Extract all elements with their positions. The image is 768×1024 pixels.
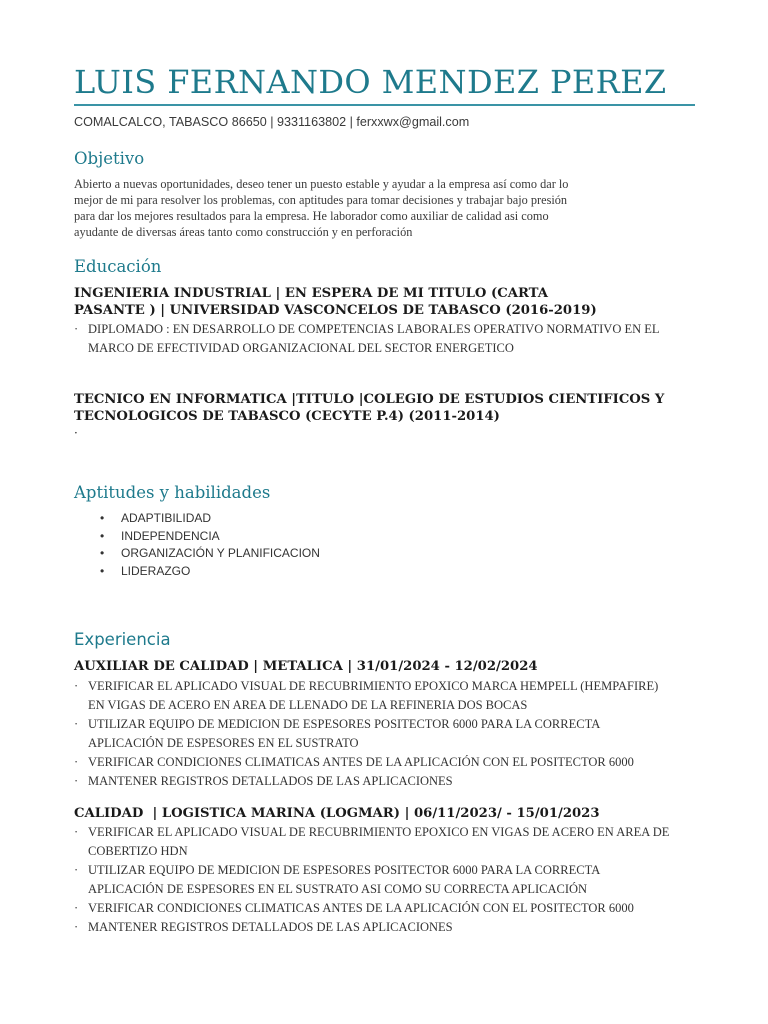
- header-divider: [74, 104, 695, 106]
- bullet-glyph: ·: [74, 322, 79, 336]
- bullet-glyph: ·: [74, 825, 79, 839]
- bullet-glyph: ·: [74, 755, 79, 769]
- list-item-line: MANTENER REGISTROS DETALLADOS DE LAS APLICACIONES: [88, 774, 453, 788]
- job-heading: [74, 805, 696, 822]
- education-heading: [74, 391, 696, 425]
- list-item: [100, 510, 320, 528]
- skill-label: LIDERAZGO: [121, 563, 191, 578]
- list-item: [100, 545, 320, 563]
- job-heading-line: CALIDAD | LOGISTICA MARINA (LOGMAR) | 06/11/2023/ - 15/01/2023: [74, 806, 600, 821]
- job-heading: [74, 658, 696, 675]
- list-item-line: UTILIZAR EQUIPO DE MEDICION DE ESPESORES POSITECTOR 6000 PARA LA CORRECTA: [88, 863, 601, 877]
- list-item-line: VERIFICAR CONDICIONES CLIMATICAS ANTES DE LA APLICACIÓN CON EL POSITECTOR 6000: [88, 755, 634, 769]
- list-item-line: COBERTIZO HDN: [88, 844, 188, 858]
- job-heading-line: AUXILIAR DE CALIDAD | METALICA | 31/01/2024 - 12/02/2024: [74, 659, 538, 674]
- skills-list: [100, 510, 320, 580]
- list-item: [100, 563, 320, 581]
- candidate-name: LUIS FERNANDO MENDEZ PEREZ: [74, 63, 667, 101]
- education-heading-line: TECNOLOGICOS DE TABASCO (CECYTE P.4) (2011-2014): [74, 409, 500, 424]
- bullet-glyph: •: [100, 563, 105, 578]
- section-title-aptitudes: Aptitudes y habilidades: [74, 483, 271, 502]
- contact-line: COMALCALCO, TABASCO 86650 | 9331163802 | ferxxwx@gmail.com: [74, 115, 470, 129]
- education-bullets: [74, 320, 696, 358]
- bullet-glyph: ·: [74, 679, 79, 693]
- list-item: [74, 772, 696, 791]
- objetivo-line: para dar los mejores resultados para la empresa. He laborador como auxiliar de calidad asi como: [74, 209, 549, 223]
- list-item-line: APLICACIÓN DE ESPESORES EN EL SUSTRATO ASI COMO SU CORRECTA APLICACIÓN: [88, 882, 588, 896]
- job-bullets: [74, 677, 696, 791]
- list-item-line: VERIFICAR EL APLICADO VISUAL DE RECUBRIMIENTO EPOXICO MARCA HEMPELL (HEMPAFIRE): [88, 679, 659, 693]
- section-title-objetivo: Objetivo: [74, 149, 145, 168]
- list-item-line: MANTENER REGISTROS DETALLADOS DE LAS APLICACIONES: [88, 920, 453, 934]
- job-bullets: [74, 823, 696, 937]
- list-item-line: MARCO DE EFECTIVIDAD ORGANIZACIONAL DEL SECTOR ENERGETICO: [88, 341, 514, 355]
- list-item: [74, 320, 696, 358]
- skill-label: ORGANIZACIÓN Y PLANIFICACION: [121, 546, 320, 560]
- objetivo-line: mejor de mi para resolver los problemas, con aptitudes para tomar decisiones y trabajar bajo presión: [74, 193, 568, 207]
- objetivo-line: ayudante de diversas áreas tanto como construcción y en perforación: [74, 225, 413, 239]
- education-heading-line: PASANTE ) | UNIVERSIDAD VASCONCELOS DE TABASCO (2016-2019): [74, 303, 597, 318]
- list-item-line: VERIFICAR CONDICIONES CLIMATICAS ANTES DE LA APLICACIÓN CON EL POSITECTOR 6000: [88, 901, 634, 915]
- list-item-line: EN VIGAS DE ACERO EN AREA DE LLENADO DE LA REFINERIA DOS BOCAS: [88, 698, 528, 712]
- education-heading-line: INGENIERIA INDUSTRIAL | EN ESPERA DE MI TITULO (CARTA: [74, 286, 548, 301]
- list-item: [74, 715, 696, 753]
- list-item-line: UTILIZAR EQUIPO DE MEDICION DE ESPESORES POSITECTOR 6000 PARA LA CORRECTA: [88, 717, 601, 731]
- bullet-glyph: •: [100, 546, 105, 560]
- skill-label: INDEPENDENCIA: [121, 528, 220, 543]
- bullet-glyph: ·: [74, 717, 79, 731]
- empty-bullet: ·: [74, 426, 78, 440]
- list-item: [74, 861, 696, 899]
- list-item: [74, 823, 696, 861]
- bullet-glyph: •: [100, 528, 105, 543]
- education-heading-line: TECNICO EN INFORMATICA |TITULO |COLEGIO DE ESTUDIOS CIENTIFICOS Y: [74, 392, 665, 407]
- bullet-glyph: ·: [74, 920, 79, 934]
- objetivo-text: [74, 176, 696, 240]
- list-item: [100, 528, 320, 546]
- list-item: [74, 753, 696, 772]
- section-title-educacion: Educación: [74, 257, 162, 276]
- list-item: [74, 918, 696, 937]
- list-item-line: VERIFICAR EL APLICADO VISUAL DE RECUBRIMIENTO EPOXICO EN VIGAS DE ACERO EN AREA DE: [88, 825, 670, 839]
- bullet-glyph: ·: [74, 774, 79, 788]
- bullet-glyph: ·: [74, 863, 79, 877]
- list-item-line: DIPLOMADO : EN DESARROLLO DE COMPETENCIAS LABORALES OPERATIVO NORMATIVO EN EL: [88, 322, 660, 336]
- bullet-glyph: ·: [74, 901, 79, 915]
- skill-label: ADAPTIBILIDAD: [121, 511, 212, 525]
- list-item-line: APLICACIÓN DE ESPESORES EN EL SUSTRATO: [88, 736, 359, 750]
- list-item: [74, 899, 696, 918]
- bullet-glyph: •: [100, 511, 105, 525]
- objetivo-line: Abierto a nuevas oportunidades, deseo tener un puesto estable y ayudar a la empresa así como dar lo: [74, 177, 569, 191]
- list-item: [74, 677, 696, 715]
- education-heading: [74, 285, 696, 319]
- section-title-experiencia: Experiencia: [74, 630, 171, 649]
